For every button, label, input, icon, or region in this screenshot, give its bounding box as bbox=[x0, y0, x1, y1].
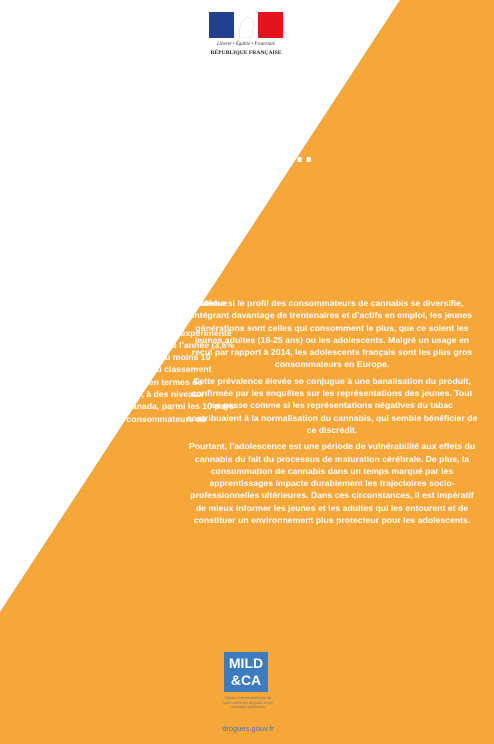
right-paragraph-3: Pourtant, l’adolescence est une période de vulnérabilité aux effets du cannabis du fait du processus de maturation cérébrale. De plus, la consommation de cannabis dans un temps marqué par les apprentissages impacte durablement les trajectoires socio-professionnelles ultérieures. Dans ces circonstances, il est impératif de mieux informer les jeunes et les adultes qui les entourent et de constituer un environnement plus protecteur pour les adolescents. bbox=[188, 441, 476, 526]
subtitle-line-2: INFORMER SUR LES RISQUES, bbox=[27, 212, 208, 229]
ministry-label: PREMIER MINISTRE bbox=[201, 72, 293, 81]
subtitle-line-3: PROTÉGER LES PLUS JEUNES bbox=[27, 231, 208, 248]
republic-name: RÉPUBLIQUE FRANÇAISE bbox=[210, 50, 282, 56]
marianne-icon bbox=[232, 14, 260, 38]
mildeca-badge bbox=[224, 652, 268, 692]
page-title: L’ESSENTIEL SUR… bbox=[24, 132, 315, 169]
republic-motto: Liberté • Égalité • Fraternité bbox=[217, 42, 275, 47]
mildeca-logo bbox=[222, 652, 274, 742]
republique-francaise-logo bbox=[207, 12, 285, 64]
left-paragraph-2: Près de la moitié des adultes l’a déjà expérimenté et 1 Français sur 10 est usager dans l’année (3,6% sont des usagers réguliers, soit au moins 10 usages dans le mois). En tête du classement européen, la France se situe, en termes de consommation de cannabis, à des niveaux comparables à ceux du Canada, parmi les 10 pays qui comptent le plus de consommateurs au monde. bbox=[27, 327, 235, 436]
website-link[interactable]: drogues.gouv.fr bbox=[222, 724, 274, 733]
right-paragraph-2: Cette prévalence élevée se conjugue à une banalisation du produit, confirmée par les enquêtes sur les représentations des jeunes. Tout se passe comme si les représentations négatives du tabac contribuaient à la normalisation du cannabis, qui semble bénéficier de ce discrédit. bbox=[186, 375, 478, 435]
mildeca-caption: Mission interministérielle de lutte contre les drogues et les conduites addictives bbox=[223, 696, 273, 710]
left-paragraph-1: Le cannabis est une drogue largement répandue dans notre société. bbox=[27, 298, 228, 321]
mildeca-logo-line-1: MILD bbox=[228, 655, 264, 671]
page-subtitle bbox=[27, 192, 208, 249]
subtitle-line-1: JEUNES ET CANNABIS : bbox=[27, 193, 168, 210]
right-paragraph-1: Même si le profil des consommateurs de cannabis se diversifie, intégrant davantage de trentenaires et d’actifs en emploi, les jeunes générations sont celles qui consomment le plus, que ce soient les jeunes adultes (18-25 ans) ou les adolescents. Malgré un usage en recul par rapport à 2014, les adolescents français sont les plus gros consommateurs en Europe. bbox=[191, 298, 473, 370]
mildeca-logo-line-2: &CA bbox=[230, 672, 262, 688]
right-column-text bbox=[186, 297, 478, 530]
